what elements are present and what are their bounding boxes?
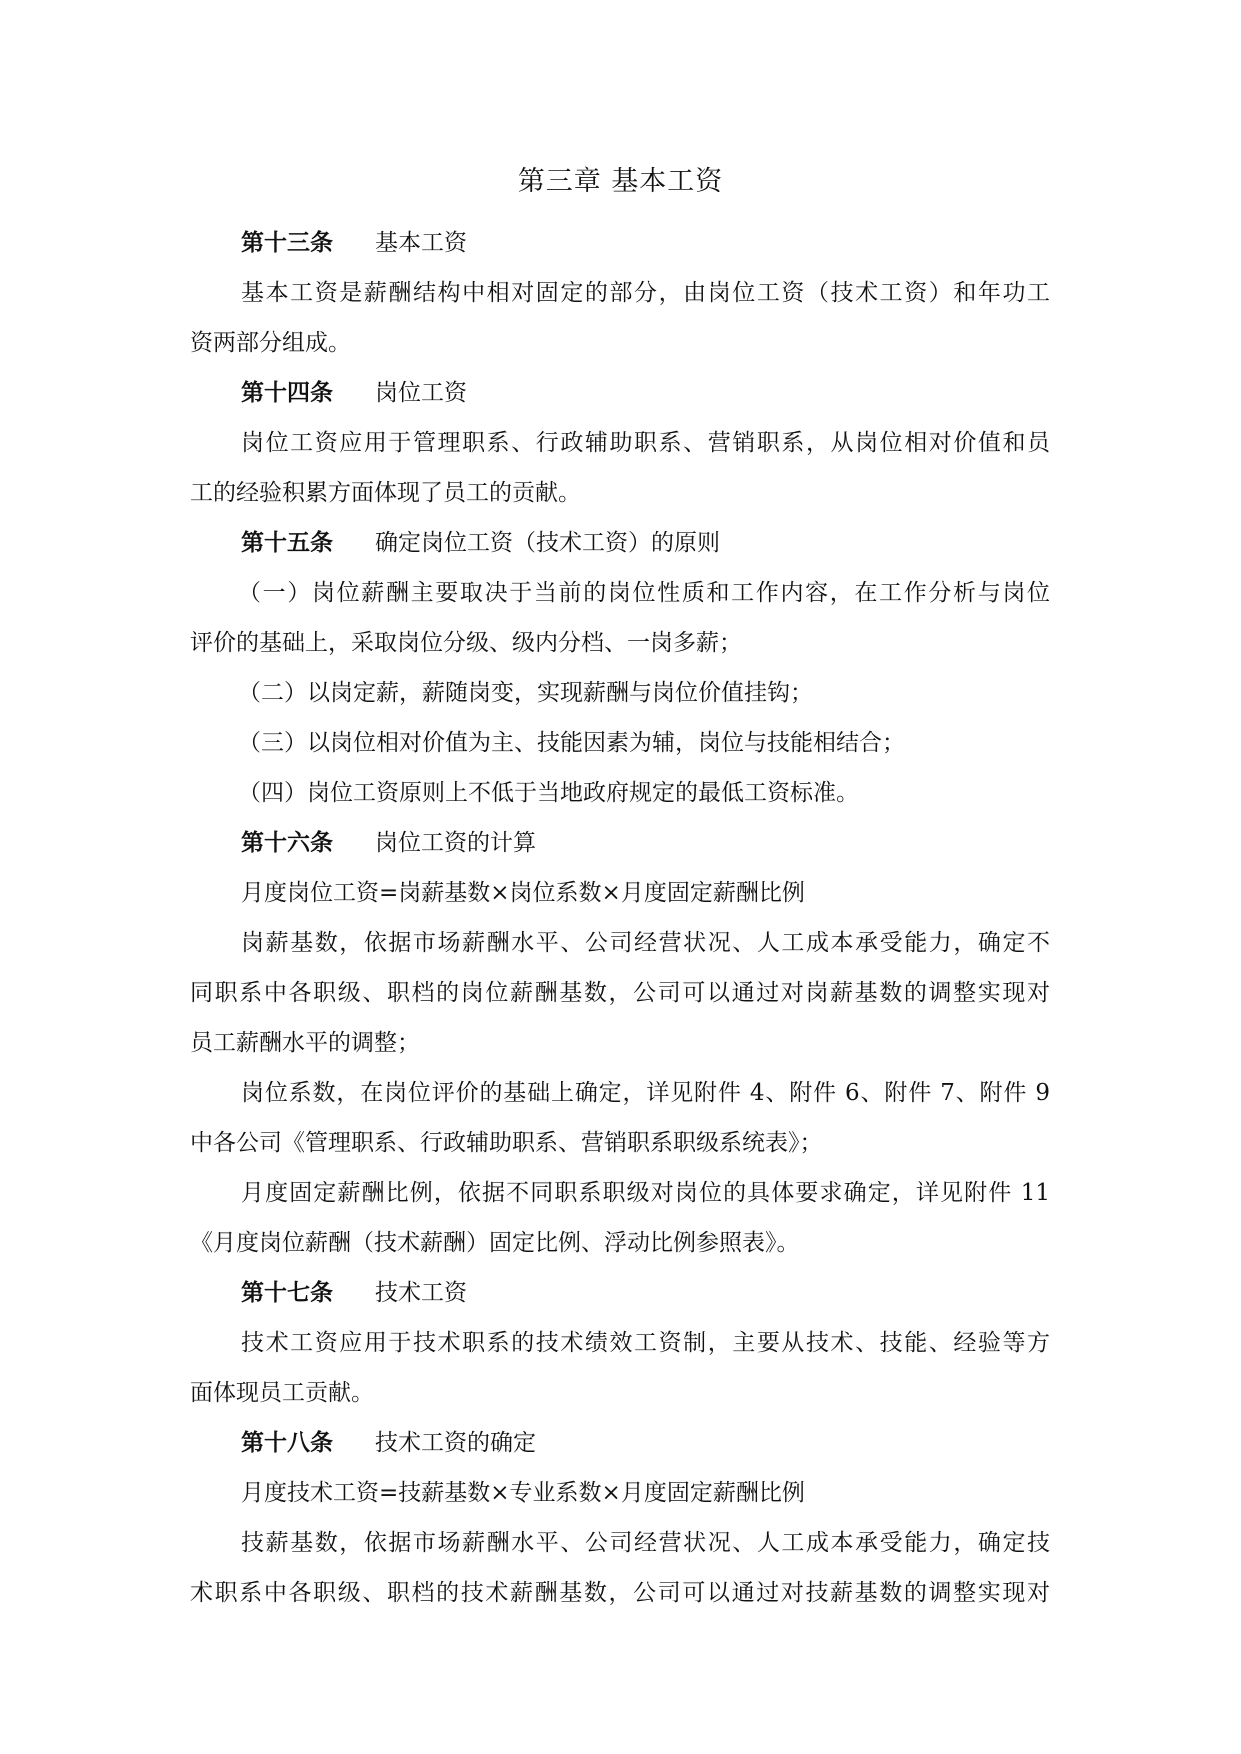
paragraph-line: 资两部分组成。	[190, 330, 351, 356]
paragraph-line: 同职系中各职级、职档的岗位薪酬基数，公司可以通过对岗薪基数的调整实现对	[190, 980, 1050, 1006]
paragraph-line: 中各公司《管理职系、行政辅助职系、营销职系职级系统表》；	[190, 1130, 823, 1156]
paragraph-line: 评价的基础上，采取岗位分级、级内分档、一岗多薪；	[190, 630, 742, 656]
article-title: 岗位工资	[375, 380, 467, 406]
paragraph-line: 工的经验积累方面体现了员工的贡献。	[190, 480, 581, 506]
article-heading	[190, 218, 1050, 268]
paragraph-line: （二）以岗定薪，薪随岗变，实现薪酬与岗位价值挂钩；	[238, 680, 813, 706]
article-title: 技术工资的确定	[375, 1430, 536, 1456]
article-title: 岗位工资的计算	[375, 830, 536, 856]
document-body	[190, 218, 1050, 1618]
paragraph-line: 岗位系数，在岗位评价的基础上确定，详见附件 4、附件 6、附件 7、附件 9	[241, 1080, 1050, 1106]
article-heading	[190, 1418, 1050, 1468]
formula-line: 月度岗位工资=岗薪基数×岗位系数×月度固定薪酬比例	[241, 880, 805, 906]
paragraph-line: 月度固定薪酬比例，依据不同职系职级对岗位的具体要求确定，详见附件 11	[241, 1180, 1050, 1206]
paragraph-line: 《月度岗位薪酬（技术薪酬）固定比例、浮动比例参照表》。	[190, 1230, 800, 1256]
paragraph-line: 岗位工资应用于管理职系、行政辅助职系、营销职系，从岗位相对价值和员	[241, 430, 1050, 456]
article-number: 第十六条	[241, 829, 333, 856]
paragraph-line: （一）岗位薪酬主要取决于当前的岗位性质和工作内容，在工作分析与岗位	[238, 580, 1050, 606]
article-title: 基本工资	[375, 230, 467, 256]
chapter-title: 第三章 基本工资	[517, 166, 724, 197]
article-heading	[190, 368, 1050, 418]
article-number: 第十五条	[241, 529, 333, 556]
article-title: 确定岗位工资（技术工资）的原则	[375, 530, 720, 556]
paragraph-line: （四）岗位工资原则上不低于当地政府规定的最低工资标准。	[238, 780, 859, 806]
paragraph-line: 技薪基数，依据市场薪酬水平、公司经营状况、人工成本承受能力，确定技	[241, 1530, 1050, 1556]
paragraph-line: 技术工资应用于技术职系的技术绩效工资制，主要从技术、技能、经验等方	[241, 1330, 1050, 1356]
article-number: 第十七条	[241, 1279, 333, 1306]
formula-line: 月度技术工资=技薪基数×专业系数×月度固定薪酬比例	[241, 1480, 805, 1506]
article-title: 技术工资	[375, 1280, 467, 1306]
paragraph-line: 面体现员工贡献。	[190, 1380, 374, 1406]
article-heading	[190, 818, 1050, 868]
article-heading	[190, 518, 1050, 568]
article-number: 第十四条	[241, 379, 333, 406]
paragraph-line: 岗薪基数，依据市场薪酬水平、公司经营状况、人工成本承受能力，确定不	[241, 930, 1050, 956]
paragraph-line: 员工薪酬水平的调整；	[190, 1030, 420, 1056]
paragraph-line: 术职系中各职级、职档的技术薪酬基数，公司可以通过对技薪基数的调整实现对	[190, 1580, 1050, 1606]
article-number: 第十三条	[241, 229, 333, 256]
article-heading	[190, 1268, 1050, 1318]
paragraph-line: （三）以岗位相对价值为主、技能因素为辅，岗位与技能相结合；	[238, 730, 905, 756]
paragraph-line: 基本工资是薪酬结构中相对固定的部分，由岗位工资（技术工资）和年功工	[241, 280, 1050, 306]
article-number: 第十八条	[241, 1429, 333, 1456]
